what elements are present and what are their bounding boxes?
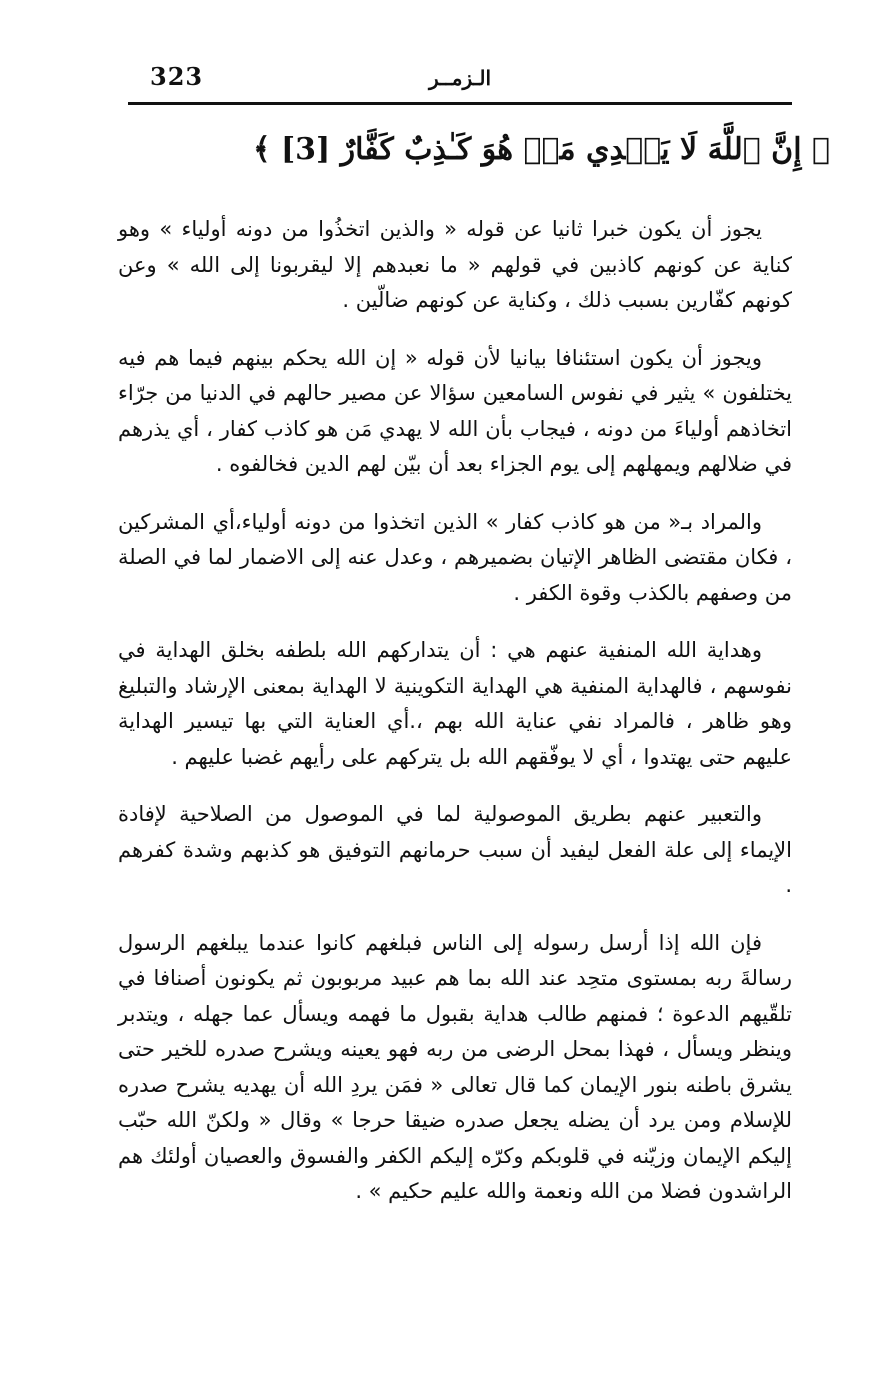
paragraph: يجوز أن يكون خبرا ثانيا عن قوله « والذين اتخذُوا من دونه أولياء » وهو كناية عن كونهم كاذبين في قولهم « ما نعبدهم إلا ليقربونا إلى الله » وعن كونهم كفّارين بسبب ذلك ، وكناية عن كونهم ضالّين . (118, 217, 792, 312)
commentary-body (118, 200, 792, 1232)
page-header (128, 52, 792, 105)
paragraph: وهداية الله المنفية عنهم هي : أن يتداركهم الله بلطفه بخلق الهداية في نفوسهم ، فالهداية المنفية هي الهداية التكوينية لا الهداية بمعنى الإرشاد والتبليغ وهو ظاهر ، فالمراد نفي عناية الله بهم ،.أي العناية التي بها تيسير الهداية عليهم حتى يهتدوا ، أي لا يوفّقهم الله بل يتركهم على رأيهم غضبا عليهم . (118, 638, 792, 769)
paragraph: والمراد بـ« من هو كاذب كفار » الذين اتخذوا من دونه أولياء،أي المشركين ، فكان مقتضى الظاهر الإتيان بضميرهم ، وعدل عنه إلى الاضمار لما في الصلة من وصفهم بالكذب وقوة الكفر . (118, 509, 792, 605)
quran-verse: ﴿ إِنَّ ٱللَّهَ لَا يَهۡدِي مَنۡ هُوَ كَـٰذِبٌ كَفَّارٌ [3] ﴾ (252, 132, 830, 167)
paragraph: والتعبير عنهم بطريق الموصولية لما في الموصول من الصلاحية لإفادة الإيماء إلى علة الفعل ليفيد أن سبب حرمانهم التوفيق هو كذبهم وشدة كفرهم . (118, 802, 792, 897)
page-number: 323 (150, 62, 204, 91)
running-title: الـزمــر (428, 66, 491, 90)
paragraph: ويجوز أن يكون استئنافا بيانيا لأن قوله « إن الله يحكم بينهم فيما هم فيه يختلفون » يثير في نفوس السامعين سؤالا عن مصير حالهم في الدنيا من جرّاء اتخاذهم أولياءَ من دونه ، فيجاب بأن الله لا يهدي مَن هو كاذب كفار ، أي يذرهم في ضلالهم ويمهلهم إلى يوم الجزاء بعد أن بيّن لهم الدين فخالفوه . (118, 345, 792, 476)
paragraph: فإن الله إذا أرسل رسوله إلى الناس فبلغهم كانوا عندما يبلغهم الرسول رسالةَ ربه بمستوى متحِد عند الله بما هم عبيد مربوبون ثم يكونون أصنافا في تلقّيهم الدعوة ؛ فمنهم طالب هداية بقبول ما فهمه ويسأل عما جهله ، ويتدبر وينظر ويسأل ، فهذا بمحل الرضى من ربه فهو يعينه ويشرح صدره للخير حتى يشرق باطنه بنور الإيمان كما قال تعالى « فمَن يردِ الله أن يهديه يشرح صدره للإسلام ومن يرد أن يضله يجعل صدره ضيقا حرجا » وقال « ولكنّ الله حبّب إليكم الإيمان وزيّنه في قلوبكم وكرّه إليكم الكفر والفسوق والعصيان أولئك هم الراشدون فضلا من الله ونعمة والله عليم حكيم » . (118, 930, 792, 1203)
